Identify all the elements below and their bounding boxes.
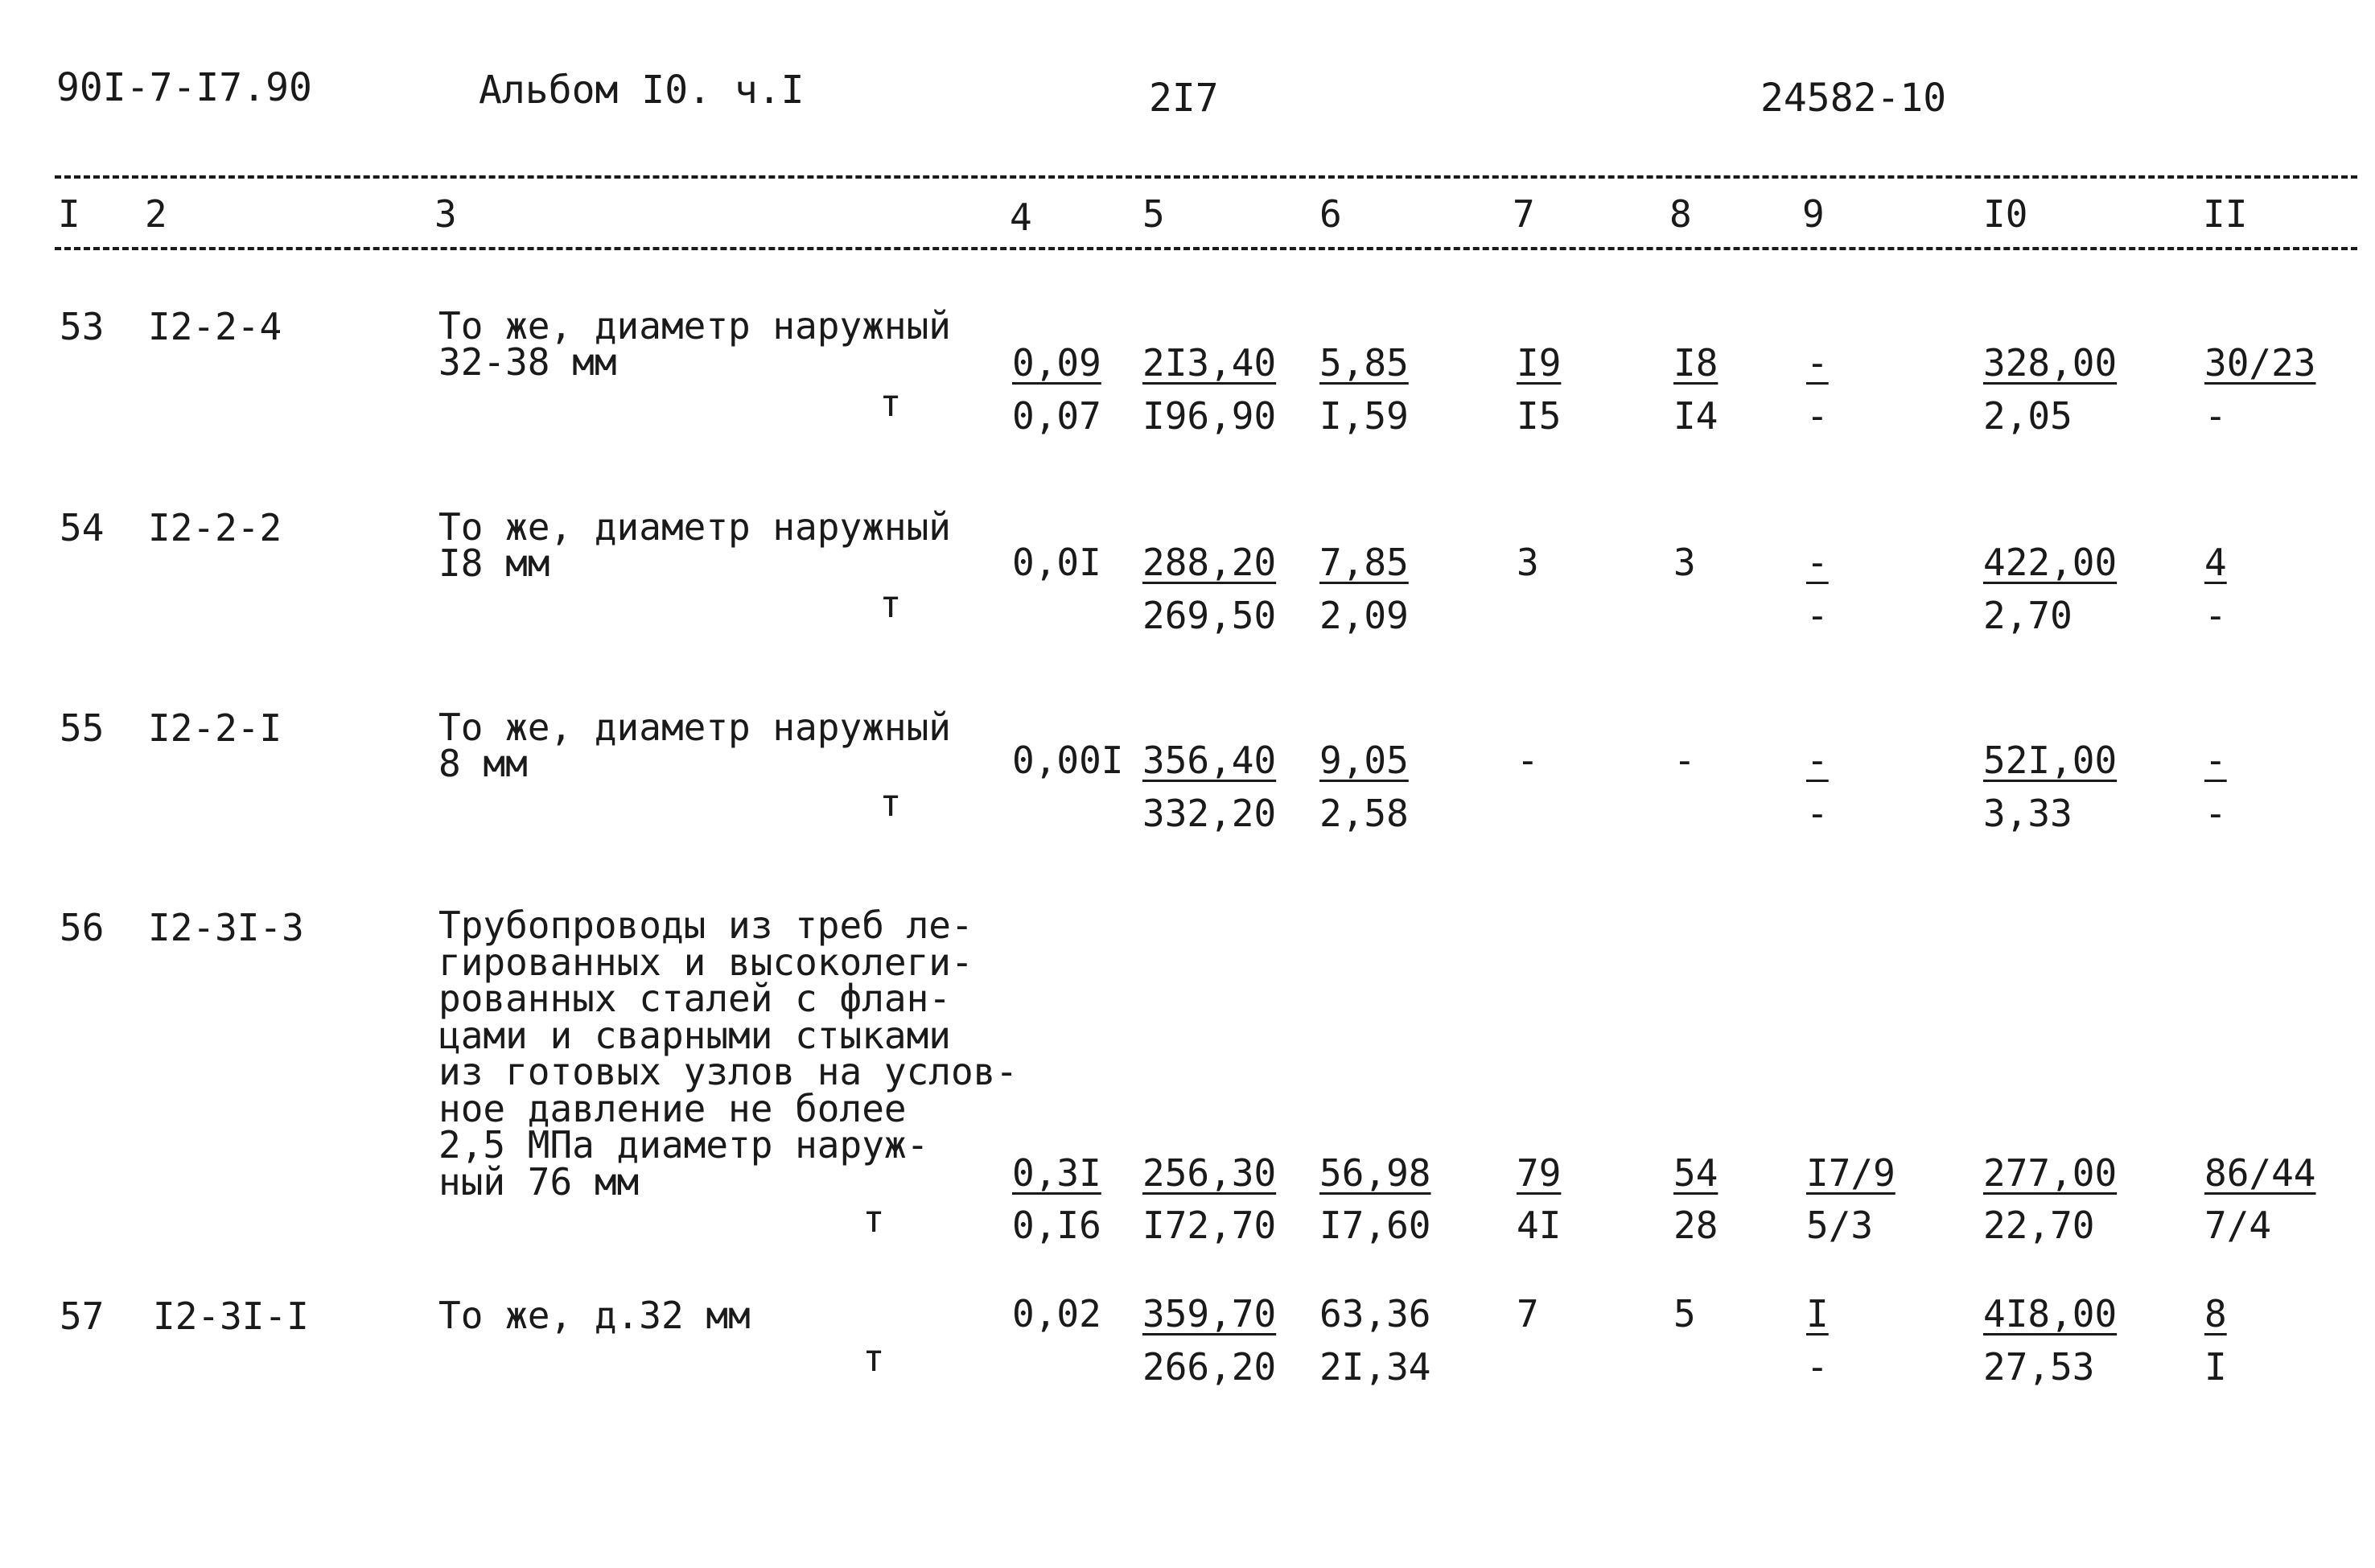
cell-col10-bottom: 22,70: [1983, 1204, 2095, 1247]
row-description: То же, диаметр наружный 8 мм: [438, 706, 951, 785]
column-header-3: 3: [434, 192, 457, 236]
cell-col4-bottom: 0,07: [1012, 394, 1101, 438]
cell-col7-bottom: 4I: [1517, 1204, 1562, 1247]
cell-col6-bottom: I7,60: [1319, 1204, 1431, 1247]
cell-col11-top: 8: [2204, 1292, 2227, 1335]
row-unit: т: [879, 381, 902, 425]
cell-col9-bottom: 5/3: [1806, 1204, 1874, 1247]
cell-col5-top: 359,70: [1142, 1292, 1277, 1335]
cell-col5-top: 2I3,40: [1142, 341, 1277, 385]
row-number: 56: [60, 906, 105, 949]
cell-col11-top: 30/23: [2204, 341, 2316, 385]
cell-col10-bottom: 2,05: [1983, 394, 2072, 438]
document-number: 24582-10: [1760, 76, 1947, 121]
cell-col4-top: 0,02: [1012, 1292, 1101, 1335]
cell-col6-top: 56,98: [1319, 1151, 1431, 1195]
row-description: Трубопроводы из треб ле- гированных и высоколеги- рованных сталей с флан- цами и сварными стыками из готовых узлов на услов- ное давление не более 2,5 МПа диаметр наруж- ный 76 мм: [438, 903, 1019, 1204]
cell-col11-top: -: [2204, 739, 2227, 782]
cell-col6-top: 63,36: [1319, 1292, 1431, 1335]
row-description: То же, диаметр наружный 32-38 мм: [438, 304, 951, 384]
cell-col6-top: 9,05: [1319, 739, 1409, 782]
page-number: 2I7: [1149, 76, 1219, 121]
cell-col6-bottom: I,59: [1319, 394, 1409, 438]
row-unit: т: [862, 1197, 885, 1241]
cell-col11-bottom: I: [2204, 1345, 2227, 1389]
cell-col7-top: I9: [1517, 341, 1562, 385]
column-header-11: II: [2203, 192, 2248, 236]
cell-col11-bottom: -: [2204, 792, 2227, 835]
cell-col11-bottom: -: [2204, 594, 2227, 637]
row-code: I2-3I-I: [153, 1294, 309, 1338]
cell-col8-top: 5: [1673, 1292, 1696, 1335]
row-number: 55: [60, 706, 105, 750]
cell-col5-bottom: 332,20: [1142, 792, 1277, 835]
cell-col7-top: -: [1517, 739, 1539, 782]
cell-col4-top: 0,3I: [1012, 1151, 1101, 1195]
cell-col7-bottom: I5: [1517, 394, 1562, 438]
header-divider-bottom: [55, 247, 2357, 250]
cell-col10-bottom: 3,33: [1983, 792, 2072, 835]
row-code: I2-2-2: [148, 506, 282, 549]
row-number: 57: [60, 1294, 105, 1338]
row-unit: т: [879, 582, 902, 626]
column-header-7: 7: [1513, 192, 1535, 236]
column-header-1: I: [58, 192, 80, 236]
cell-col5-bottom: 266,20: [1142, 1345, 1277, 1389]
column-header-4: 4: [1010, 195, 1032, 239]
cell-col6-top: 7,85: [1319, 541, 1409, 584]
row-number: 53: [60, 305, 105, 348]
cell-col10-top: 422,00: [1983, 541, 2118, 584]
cell-col9-bottom: -: [1806, 594, 1829, 637]
cell-col9-top: -: [1806, 541, 1829, 584]
column-header-5: 5: [1142, 192, 1165, 236]
cell-col7-top: 79: [1517, 1151, 1562, 1195]
cell-col11-top: 86/44: [2204, 1151, 2316, 1195]
cell-col11-top: 4: [2204, 541, 2227, 584]
cell-col4-top: 0,0I: [1012, 541, 1101, 584]
cell-col7-top: 7: [1517, 1292, 1539, 1335]
row-code: I2-3I-3: [148, 906, 304, 949]
cell-col8-top: I8: [1673, 341, 1718, 385]
cell-col8-top: -: [1673, 739, 1696, 782]
cell-col5-top: 256,30: [1142, 1151, 1277, 1195]
cell-col6-bottom: 2,09: [1319, 594, 1409, 637]
cell-col6-bottom: 2I,34: [1319, 1345, 1431, 1389]
cell-col9-top: -: [1806, 341, 1829, 385]
cell-col10-top: 328,00: [1983, 341, 2118, 385]
cell-col9-top: I: [1806, 1292, 1829, 1335]
column-header-10: I0: [1983, 192, 2028, 236]
cell-col9-top: I7/9: [1806, 1151, 1895, 1195]
column-header-9: 9: [1802, 192, 1825, 236]
cell-col5-top: 288,20: [1142, 541, 1277, 584]
column-header-2: 2: [145, 192, 167, 236]
cell-col4-top: 0,00I: [1012, 739, 1124, 782]
cell-col9-bottom: -: [1806, 792, 1829, 835]
cell-col4-bottom: 0,I6: [1012, 1204, 1101, 1247]
cell-col5-bottom: I96,90: [1142, 394, 1277, 438]
cell-col9-bottom: -: [1806, 1345, 1829, 1389]
row-code: I2-2-I: [148, 706, 282, 750]
cell-col6-bottom: 2,58: [1319, 792, 1409, 835]
cell-col10-top: 52I,00: [1983, 739, 2118, 782]
row-code: I2-2-4: [148, 305, 282, 348]
row-number: 54: [60, 506, 105, 549]
row-unit: т: [862, 1336, 885, 1380]
cell-col8-bottom: I4: [1673, 394, 1718, 438]
cell-col9-bottom: -: [1806, 394, 1829, 438]
column-header-8: 8: [1669, 192, 1692, 236]
cell-col10-top: 4I8,00: [1983, 1292, 2118, 1335]
cell-col11-bottom: -: [2204, 394, 2227, 438]
cell-col5-top: 356,40: [1142, 739, 1277, 782]
row-description: То же, диаметр наружный I8 мм: [438, 505, 951, 585]
cell-col10-bottom: 27,53: [1983, 1345, 2095, 1389]
row-description: То же, д.32 мм: [438, 1294, 751, 1337]
cell-col10-bottom: 2,70: [1983, 594, 2072, 637]
cell-col5-bottom: 269,50: [1142, 594, 1277, 637]
cell-col4-top: 0,09: [1012, 341, 1101, 385]
cell-col8-bottom: 28: [1673, 1204, 1718, 1247]
cell-col8-top: 54: [1673, 1151, 1718, 1195]
header-divider-top: [55, 175, 2357, 179]
document-code: 90I-7-I7.90: [56, 65, 312, 110]
cell-col8-top: 3: [1673, 541, 1696, 584]
cell-col6-top: 5,85: [1319, 341, 1409, 385]
cell-col9-top: -: [1806, 739, 1829, 782]
album-label: Альбом I0. ч.I: [479, 68, 805, 113]
column-header-6: 6: [1319, 192, 1342, 236]
cell-col10-top: 277,00: [1983, 1151, 2118, 1195]
cell-col7-top: 3: [1517, 541, 1539, 584]
row-unit: т: [879, 781, 902, 825]
cell-col11-bottom: 7/4: [2204, 1204, 2272, 1247]
cell-col5-bottom: I72,70: [1142, 1204, 1277, 1247]
